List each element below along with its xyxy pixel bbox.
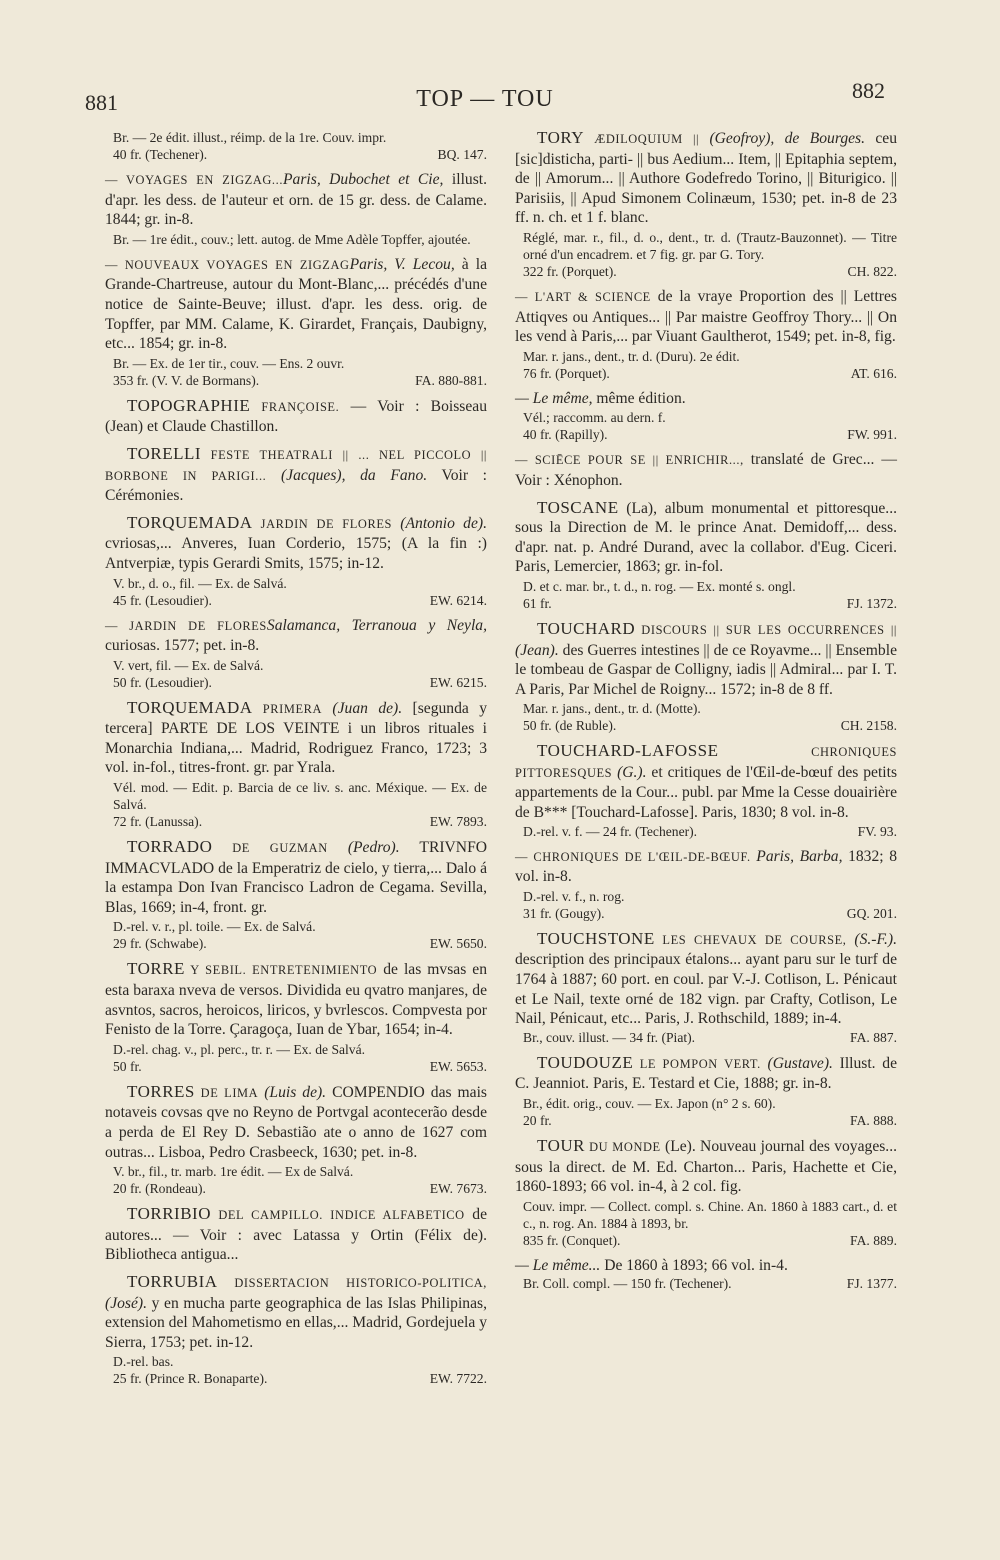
entry-sale-line bbox=[515, 1232, 897, 1249]
entry-condition: D.-rel. v. f., n. rog. bbox=[523, 888, 625, 904]
catalogue-entry bbox=[515, 741, 897, 839]
entry-heading: TORRUBIA bbox=[127, 1271, 218, 1291]
entry-title-smallcaps: — L'ART & SCIENCE bbox=[515, 289, 651, 304]
entry-text: des Guerres intestines || de ce Royavme... || Ensemble le tombeau de Gaspar de Colligny, iadis || Admiral... par I. T. A Paris, Par Michel de Roigny... 1572; in-8 de 8 ff. bbox=[515, 641, 897, 698]
entry-text: et critiques de l'Œil-de-bœuf des petits appartements de la Cour... publ. par Mme la Cesse douairière de B*** [Touchard-Lafosse]. Paris, 1830; 8 vol. in-8. bbox=[515, 763, 898, 822]
entry-heading: TOUR bbox=[537, 1136, 585, 1155]
entry-description bbox=[105, 616, 487, 656]
entry-italic: (José). bbox=[105, 1294, 147, 1312]
entry-text-tail: 1577; pet. in-8. bbox=[163, 637, 260, 655]
entry-price: 40 fr. (Techener). bbox=[113, 147, 208, 162]
entry-text: ceu [sic]disticha, parti- || bus Aedium... Item, || Epitaphia septem, de || Amorum... || Authore Godefredo Torino, || Biturigico. || Parisiis, || Apud Simonem Colinæum, 1530; pet. in-8 de 23 ff. n. ch. et 1 f. blanc. bbox=[515, 130, 898, 227]
entry-title-smallcaps: DISCOURS || SUR LES OCCURRENCES || bbox=[635, 622, 897, 637]
entry-condition: Br. — Ex. de 1er tir., couv. — Ens. 2 ouvr. bbox=[113, 355, 345, 371]
entry-italic: (S.-F.). bbox=[846, 930, 898, 948]
catalogue-entry bbox=[515, 1136, 897, 1249]
left-column bbox=[105, 128, 487, 1394]
entry-condition: Réglé, mar. r., fil., d. o., dent., tr. d. (Trautz-Bauzonnet). — Titre orné d'un encadrem. et 7 fig. gr. par G. Tory. bbox=[523, 229, 897, 262]
entry-italic: (Gustave). bbox=[760, 1054, 833, 1072]
entry-heading: TORELLI bbox=[127, 443, 202, 463]
entry-title-smallcaps: Y SEBIL. ENTRETENIMIENTO bbox=[184, 963, 378, 978]
catalogue-entry bbox=[515, 287, 897, 382]
entry-text: de la vraye Proportion des || Lettres Attiqves ou Antiques... || Par maistre Geoffroy Thory... || On les vend à Paris,... par Viuant Gaultherot, 1549; pet. in-8, fig. bbox=[515, 287, 897, 346]
entry-italic: (G.). bbox=[612, 763, 647, 781]
entry-sale-line bbox=[105, 146, 487, 163]
entry-title-smallcaps: — CHRONIQUES DE L'ŒIL-DE-BŒUF. bbox=[515, 849, 751, 864]
entry-text: description des principaux étalons... ayant paru sur le turf de 1764 à 1887; 60 port. en coul. par V.-J. Cotlison, L. Pénicaut et Le Nail, texte orné de 182 vign. par Crafty, Cotlison, Le Nail, Pénicaut, etc... Paris, J. Rothschild, 1889; in-4. bbox=[515, 951, 897, 1028]
entry-title-smallcaps: PRIMERA bbox=[252, 701, 323, 716]
entry-title-smallcaps: — VOYAGES EN ZIGZAG... bbox=[105, 173, 284, 187]
entry-text: translaté de Grec... — Voir : Xénophon. bbox=[515, 451, 898, 489]
entry-lot-ref: FA. 888. bbox=[850, 1113, 897, 1128]
entry-description bbox=[515, 619, 897, 699]
entry-heading: TOUCHARD-LAFOSSE bbox=[537, 741, 719, 761]
entry-italic: (Luis de). bbox=[258, 1083, 327, 1101]
entry-condition: D.-rel. v. r., pl. toile. — Ex. de Salvá. bbox=[113, 919, 316, 935]
entry-heading: TOUDOUZE bbox=[537, 1052, 634, 1072]
entry-description bbox=[105, 513, 487, 574]
entry-description bbox=[105, 170, 487, 230]
entry-text: illust. d'apr. les dess. de l'auteur et orn. de 15 gr. dess. de Calame. bbox=[105, 171, 487, 209]
catalogue-entry bbox=[515, 1256, 897, 1293]
entry-description bbox=[105, 1204, 487, 1265]
entry-text: de autores... — Voir : avec Latassa y Ortin (Félix de). Bibliotheca antigua... bbox=[105, 1206, 487, 1264]
entry-heading: TORRADO bbox=[127, 837, 213, 857]
entry-italic: Paris, Dubochet et Cie, bbox=[283, 171, 444, 188]
entry-text-tail: 1832; 8 vol. in-8. bbox=[515, 847, 897, 886]
entry-heading: TORRES bbox=[127, 1081, 195, 1101]
entry-sale-line bbox=[515, 717, 897, 734]
entry-italic: Paris, V. Lecou, bbox=[349, 255, 455, 273]
entry-text-tail: 1844; gr. in-8. bbox=[105, 211, 194, 229]
entry-sale-line bbox=[515, 595, 897, 612]
entry-title-smallcaps: DISSERTACION HISTORICO-POLITICA, bbox=[217, 1275, 487, 1290]
entry-title-smallcaps: DEL CAMPILLO. INDICE ALFABETICO bbox=[210, 1208, 465, 1223]
entry-sale-line bbox=[105, 674, 487, 691]
entry-sale-line bbox=[105, 1180, 487, 1197]
entry-price: 31 fr. (Gougy). bbox=[523, 905, 605, 921]
entry-text: (La), album monumental et pittoresque... sous la Direction de M. le prince Anat. Demidoff,... dess. d'apr. nat. p. André Durand, avec la collabor. d'Eug. Ciceri. Paris, Lemercier, 1863; gr. in-fol. bbox=[515, 499, 897, 576]
entry-heading: TOSCANE bbox=[537, 497, 619, 517]
catalogue-entry bbox=[515, 450, 897, 490]
entry-lot-ref: FA. 889. bbox=[850, 1232, 897, 1248]
entry-condition: V. br., fil., tr. marb. 1re édit. — Ex de Salvá. bbox=[113, 1164, 354, 1180]
entry-description bbox=[515, 498, 897, 577]
entry-title-smallcaps: DE GUZMAN bbox=[212, 841, 328, 856]
entry-condition: Br. — 2e édit. illust., réimp. de la 1re. Couv. impr. bbox=[113, 130, 387, 145]
entry-text: — Voir : Boisseau (Jean) et Claude Chastillon. bbox=[105, 397, 487, 436]
entry-description bbox=[515, 389, 897, 409]
entry-lot-ref: CH. 2158. bbox=[840, 718, 897, 734]
entry-lot-ref: EW. 5653. bbox=[429, 1058, 487, 1074]
entry-condition: Br., édit. orig., couv. — Ex. Japon (n° 2 s. 60). bbox=[523, 1096, 776, 1111]
entry-title-smallcaps: DU MONDE bbox=[584, 1140, 661, 1154]
entry-title-smallcaps: FRANÇOISE. bbox=[250, 399, 340, 414]
catalogue-entry bbox=[105, 396, 487, 437]
entry-lot-ref: EW. 7893. bbox=[429, 814, 487, 830]
entry-lot-ref: FJ. 1372. bbox=[846, 595, 897, 611]
entry-condition: Mar. r. jans., dent., tr. d. (Duru). 2e édit. bbox=[523, 348, 740, 364]
entry-title-smallcaps: CHRONIQUES PITTORESQUES bbox=[515, 745, 897, 780]
entry-sale-line bbox=[515, 1029, 897, 1046]
entry-text: Voir : Cérémonies. bbox=[105, 466, 487, 505]
entry-sale-line bbox=[105, 1370, 487, 1387]
catalogue-entry bbox=[515, 389, 897, 444]
entry-sale-line bbox=[515, 365, 897, 382]
entry-lot-ref: CH. 822. bbox=[847, 263, 897, 279]
entry-description bbox=[515, 1053, 897, 1094]
catalogue-entry bbox=[515, 929, 897, 1046]
entry-text: De 1860 à 1893; 66 vol. in-4. bbox=[600, 1256, 788, 1274]
entry-price: 322 fr. (Porquet). bbox=[523, 263, 617, 279]
entry-description bbox=[105, 959, 487, 1039]
entry-title-smallcaps: FESTE THEATRALI || ... NEL PICCOLO || BORBONE IN PARIGI... bbox=[105, 447, 487, 483]
page-number-left: 881 bbox=[85, 90, 118, 115]
entry-condition: Vél.; raccomm. au dern. f. bbox=[523, 410, 666, 426]
entry-price: 45 fr. (Lesoudier). bbox=[113, 592, 212, 608]
entry-description bbox=[105, 1082, 487, 1162]
catalogue-entry bbox=[105, 1204, 487, 1265]
running-title: TOP — TOU bbox=[416, 86, 554, 112]
entry-text: TRIVNFO IMMACVLADO de la Emperatriz de cielo, y tierra,... Dalo á la estampa Don Ivan Francisco Ladron de Cegama. Sevilla, Blas, 1669; in-4, front. gr. bbox=[105, 839, 488, 916]
catalogue-entry bbox=[515, 128, 897, 280]
entry-title-smallcaps: — SCIĒCE POUR SE || ENRICHIR..., bbox=[515, 453, 744, 468]
entry-sale-line bbox=[515, 1112, 897, 1129]
entry-lot-ref: FA. 887. bbox=[850, 1029, 897, 1045]
catalogue-entry bbox=[105, 170, 487, 248]
entry-description bbox=[515, 847, 897, 887]
catalogue-entry bbox=[515, 498, 897, 612]
entry-heading: TORRE bbox=[127, 959, 185, 979]
catalogue-entry bbox=[515, 1053, 897, 1129]
entry-title-smallcaps: — JARDIN DE FLORES bbox=[105, 618, 267, 633]
page-number-right: 882 bbox=[852, 78, 885, 103]
entry-italic: (Jean). bbox=[515, 641, 559, 659]
entry-lot-ref: FJ. 1377. bbox=[846, 1276, 897, 1292]
entry-sale-line bbox=[105, 592, 487, 609]
entry-text: [segunda y tercera] PARTE DE LOS VEINTE i un libros rituales i Monarchia Indiana,... Madrid, Rodriguez Franco, 1723; 3 vol. in-fol., titres-front. gr. par Yrala. bbox=[105, 699, 487, 777]
entry-condition: V. br., d. o., fil. — Ex. de Salvá. bbox=[113, 575, 287, 591]
catalogue-entry bbox=[105, 837, 487, 952]
entry-lot-ref: EW. 6214. bbox=[429, 592, 487, 608]
entry-condition: V. vert, fil. — Ex. de Salvá. bbox=[113, 657, 264, 673]
entry-price: 835 fr. (Conquet). bbox=[523, 1232, 621, 1248]
entry-lot-ref: EW. 7722. bbox=[429, 1371, 487, 1387]
catalogue-entry bbox=[105, 129, 487, 163]
entry-price: 50 fr. (de Ruble). bbox=[523, 718, 617, 734]
entry-italic: Salamanca, Terranoua y Neyla, bbox=[266, 616, 487, 634]
entry-heading: TORY bbox=[537, 128, 585, 147]
entry-title-smallcaps: DE LIMA bbox=[194, 1085, 259, 1100]
entry-description bbox=[105, 444, 487, 506]
catalogue-entry bbox=[105, 1272, 487, 1387]
entry-condition: Mar. r. jans., dent., tr. d. (Motte). bbox=[523, 701, 701, 717]
entry-description bbox=[515, 1256, 897, 1276]
entry-italic: — Le même... bbox=[515, 1256, 601, 1274]
entry-price: D.-rel. v. f. — 24 fr. (Techener). bbox=[523, 823, 698, 839]
catalogue-entry bbox=[105, 513, 487, 609]
entry-description bbox=[105, 396, 487, 437]
catalogue-entry bbox=[105, 959, 487, 1074]
entry-condition: D.-rel. chag. v., pl. perc., tr. r. — Ex. de Salvá. bbox=[113, 1041, 366, 1057]
entry-description bbox=[515, 929, 897, 1029]
entry-italic: (Juan de). bbox=[322, 699, 403, 717]
entry-italic: (Pedro). bbox=[327, 839, 400, 857]
entry-title-smallcaps: ÆDILOQUIUM || bbox=[584, 132, 700, 146]
entry-heading: TORQUEMADA bbox=[127, 512, 253, 532]
entry-price: 20 fr. (Rondeau). bbox=[113, 1181, 206, 1197]
entry-description bbox=[105, 837, 487, 917]
entry-condition: D.-rel. bas. bbox=[113, 1354, 174, 1370]
entry-text: y en mucha parte geographica de las Islas Philipinas, extension del Mahometismo en ellas,... Madrid, Gordejuela y Sierra, 1753; pet. in-12. bbox=[105, 1294, 487, 1351]
entry-title-smallcaps: LE POMPON VERT. bbox=[633, 1056, 761, 1071]
entry-italic: Paris, Barba, bbox=[750, 847, 843, 865]
entry-price: 29 fr. (Schwabe). bbox=[113, 936, 207, 952]
entry-price: 50 fr. (Lesoudier). bbox=[113, 674, 212, 690]
running-header bbox=[85, 78, 885, 116]
entry-text: cvriosas,... Anveres, Iuan Corderio, 1575; (A la fin :) Antverpiæ, typis Gerardi Smits, 1575; in-12. bbox=[105, 535, 487, 572]
entry-sale-line bbox=[515, 1275, 897, 1292]
entry-text-tail: 1854; gr. in-8. bbox=[138, 335, 228, 353]
entry-condition: Vél. mod. — Edit. p. Barcia de ce liv. s. anc. Méxique. — Ex. de Salvá. bbox=[113, 780, 487, 813]
entry-heading: TOPOGRAPHIE bbox=[127, 395, 251, 415]
entry-sale-line bbox=[105, 1058, 487, 1075]
catalogue-entry bbox=[105, 255, 487, 389]
entry-price: 353 fr. (V. V. de Bormans). bbox=[113, 372, 260, 388]
entry-heading: TOUCHSTONE bbox=[537, 928, 655, 948]
catalogue-entry bbox=[515, 619, 897, 734]
entry-description bbox=[515, 1136, 897, 1197]
entry-description bbox=[105, 698, 487, 778]
entry-heading: TORQUEMADA bbox=[127, 697, 253, 717]
entry-text: de las mvsas en esta baraxa nveva de versos. Dividida eu qvatro manjares, de asvntos, sacros, heroicos, liricos, y bvrlescos. Compvesta por Fenisto de la Torre. Çaragoça, Iuan de Ybar, 1654; in-4. bbox=[105, 961, 488, 1039]
entry-lot-ref: FV. 93. bbox=[857, 823, 897, 839]
entry-italic: (Jacques), da Fano. bbox=[266, 466, 428, 484]
entry-description bbox=[515, 741, 897, 822]
entry-sale-line bbox=[105, 813, 487, 830]
entry-lot-ref: EW. 7673. bbox=[429, 1181, 487, 1197]
entry-description bbox=[515, 287, 897, 347]
entry-lot-ref: BQ. 147. bbox=[437, 147, 487, 162]
entry-sale-line bbox=[515, 823, 897, 840]
entry-price: 40 fr. (Rapilly). bbox=[523, 427, 608, 443]
entry-sale-line bbox=[515, 905, 897, 922]
entry-description bbox=[105, 255, 487, 354]
entry-price: Br. Coll. compl. — 150 fr. (Techener). bbox=[523, 1276, 732, 1292]
right-column bbox=[515, 128, 897, 1299]
entry-condition: D. et c. mar. br., t. d., n. rog. — Ex. monté s. ongl. bbox=[523, 578, 796, 594]
entry-sale-line bbox=[105, 372, 487, 389]
entry-condition: Couv. impr. — Collect. compl. s. Chine. An. 1860 à 1883 cart., d. et c., n. rog. An. 1884 à 1893, br. bbox=[523, 1198, 897, 1231]
catalogue-entry bbox=[105, 616, 487, 691]
entry-italic: (Geofroy), de Bourges. bbox=[699, 130, 866, 147]
entry-condition: Br. — 1re édit., couv.; lett. autog. de Mme Adèle Topffer, ajoutée. bbox=[113, 231, 471, 247]
entry-price: 76 fr. (Porquet). bbox=[523, 365, 610, 381]
entry-price: 72 fr. (Lanussa). bbox=[113, 814, 203, 830]
catalogue-entry bbox=[515, 847, 897, 922]
entry-text: à la Grande-Chartreuse, autour du Mont-Blanc,... précédés d'une notice de Sainte-Beuve; illust. d'apr. les dess. orig. de Topffer, par MM. Calame, K. Girardet, Français, Daubigny, etc... bbox=[105, 255, 487, 353]
catalogue-entry bbox=[105, 698, 487, 830]
entry-description bbox=[515, 128, 897, 228]
entry-price: 61 fr. bbox=[523, 595, 552, 611]
entry-lot-ref: FW. 991. bbox=[847, 427, 897, 443]
entry-lot-ref: FA. 880-881. bbox=[415, 372, 487, 388]
entry-price: Br., couv. illust. — 34 fr. (Piat). bbox=[523, 1029, 696, 1045]
catalogue-entry bbox=[105, 1082, 487, 1197]
entry-text: (Le). Nouveau journal des voyages... sous la direct. de M. Ed. Charton... Paris, Hachette et Cie, 1860-1893; 66 vol. in-4, à 2 col. fig. bbox=[515, 1138, 898, 1196]
entry-title-smallcaps: JARDIN DE FLORES bbox=[252, 516, 392, 531]
entry-description bbox=[105, 1272, 487, 1352]
entry-sale-line bbox=[515, 426, 897, 443]
entry-italic: — Le même, bbox=[515, 389, 593, 407]
entry-title-smallcaps: — NOUVEAUX VOYAGES EN ZIGZAG bbox=[105, 257, 350, 272]
entry-sale-line bbox=[105, 935, 487, 952]
entry-heading: TORRIBIO bbox=[127, 1204, 211, 1224]
entry-lot-ref: GQ. 201. bbox=[846, 905, 897, 921]
entry-text: COMPENDIO das mais notaveis covsas qve no Reyno de Portvgal acontecerão desde a perda de El Rey D. Sebastião ate o anno de 1627 com outras... Lisboa, Pedro Crasbeeck, 1630; pet. in-8. bbox=[105, 1083, 487, 1161]
catalogue-entry bbox=[105, 444, 487, 506]
entry-text: même édition. bbox=[592, 389, 686, 407]
entry-lot-ref: AT. 616. bbox=[850, 365, 897, 381]
entry-lot-ref: EW. 5650. bbox=[429, 936, 487, 952]
entry-lot-ref: EW. 6215. bbox=[429, 674, 487, 690]
entry-title-smallcaps: LES CHEVAUX DE COURSE, bbox=[654, 932, 847, 947]
entry-price: 25 fr. (Prince R. Bonaparte). bbox=[113, 1371, 268, 1387]
entry-price: 20 fr. bbox=[523, 1113, 552, 1128]
entry-heading: TOUCHARD bbox=[537, 618, 636, 638]
entry-sale-line bbox=[515, 263, 897, 280]
entry-italic: (Antonio de). bbox=[392, 514, 487, 532]
entry-text: Illust. de C. Jeanniot. Paris, E. Testard et Cie, 1888; gr. in-8. bbox=[515, 1054, 897, 1093]
entry-text: curiosas. bbox=[105, 637, 164, 655]
entry-description bbox=[515, 450, 897, 490]
entry-price: 50 fr. bbox=[113, 1058, 142, 1074]
